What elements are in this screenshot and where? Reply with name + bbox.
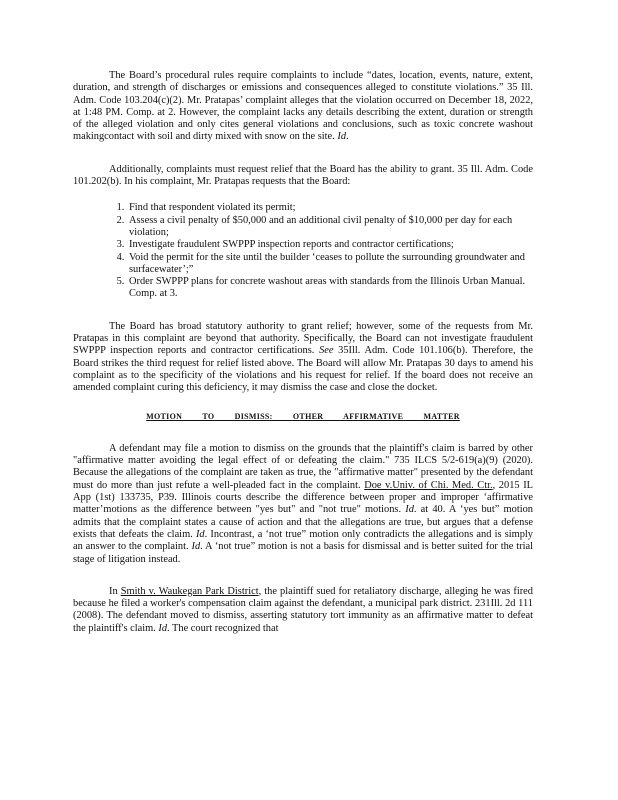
case-citation: Smith v. Waukegan Park District <box>120 585 259 597</box>
relief-list-item: 3. Investigate fraudulent SWPPP inspection reports and contractor certifications; <box>127 239 533 251</box>
paragraph-text: . Incontrast, a ‘not true” motion only contradicts the allegations and is simply an answer to the complaint. <box>73 528 533 553</box>
paragraph-text: The Board’s procedural rules require complaints to include “dates, location, events, nature, extent, duration, and strength of discharges or emissions and consequences alleged to constitute violations.” 35 Ill. Adm. Code 103.204(c)(2). Mr. Pratapas’ complaint alleges that the violation occurred on December 18, 2022, at 1:48 PM. Comp. at 2. However, the complaint lacks any details describing the extent, duration or strength of the alleged violation and only cites general violations and conclusions, such as toxic concrete washout makingcontact with soil and dirty mixed with snow on the site. <box>73 70 533 143</box>
paragraph-board-authority <box>73 321 533 395</box>
paragraph-text: , 2015 IL App (1st) 133735, P39. Illinois courts describe the difference between proper and improper ‘affirmative matter’motions as the difference between "yes but" and "not true" motions. <box>73 479 533 516</box>
paragraph-text: The Board has broad statutory authority to grant relief; however, some of the requests from Mr. Pratapas in this complaint are beyond that authority. Specifically, the Board can not investigate fraudulent SWPPP inspection reports and contractor certifications. <box>73 320 533 357</box>
paragraph-text: , the plaintiff sued for retaliatory discharge, alleging he was fired because he filed a worker's compensation claim against the defendant, a municipal park district. 231Ill. 2d 111 (2008). The defendant moved to dismiss, asserting statutory tort immunity as an affirmative matter to defeat the plaintiff's claim. <box>73 585 533 634</box>
paragraph-procedural-rules <box>73 70 533 144</box>
paragraph-smith-case <box>73 586 533 635</box>
relief-list-item: 2. Assess a civil penalty of $50,000 and an additional civil penalty of $10,000 per day for each violation; <box>127 215 533 240</box>
citation-see: See <box>319 345 334 357</box>
citation-id: Id <box>195 528 205 540</box>
relief-list-item: 1. Find that respondent violated its permit; <box>127 202 533 214</box>
citation-id: Id <box>337 131 347 143</box>
relief-list <box>73 202 533 300</box>
citation-id: Id <box>191 541 201 553</box>
paragraph-text: . A ‘not true” motion is not a basis for dismissal and is better suited for the trial stage of litigation instead. <box>73 541 534 565</box>
paragraph-text: . The court recognized that <box>167 622 279 634</box>
paragraph-motion-standard <box>73 443 533 566</box>
section-heading: MOTION TO DISMISS: OTHER AFFIRMATIVE MATTER <box>146 411 460 421</box>
relief-list-item: 4. Void the permit for the site until the builder ‘ceases to pollute the surrounding groundwater and surfacewater’;” <box>127 252 533 277</box>
paragraph-text: . <box>346 131 349 143</box>
paragraph-text: A defendant may file a motion to dismiss on the grounds that the plaintiff's claim is barred by other "affirmative matter avoiding the legal effect of or defeating the claim." 735 ILCS 5/2-619(a)(9) (2020). Because the allegations of the complaint are taken as true, the "affirmative matter" presented by the defendant must do more than just refute a well-pleaded fact in the complaint. <box>73 442 533 491</box>
citation-id: Id <box>158 622 168 634</box>
paragraph-relief-requests: Additionally, complaints must request relief that the Board has the ability to grant. 35 Ill. Adm. Code 101.202(b). In his complaint, Mr. Pratapas requests that the Board: <box>73 163 533 188</box>
document-body <box>73 70 533 635</box>
paragraph-text: 35Ill. Adm. Code 101.106(b). Therefore, the Board strikes the third request for relief listed above. The Board will allow Mr. Pratapas 30 days to amend his complaint as to the specificity of the violations and his request for relief. If the board does not receive an amended complaint curing this deficiency, it may dismiss the case and close the docket. <box>73 345 533 394</box>
paragraph-text: . at 40. A ‘yes but” motion admits that the complaint states a cause of action and that the allegations are true, but argues that a defense exists that defeats the claim. <box>73 504 533 540</box>
citation-id: Id <box>405 504 414 516</box>
relief-list-item: 5. Order SWPPP plans for concrete washout areas with standards from the Illinois Urban Manual. Comp. at 3. <box>127 276 533 301</box>
case-citation: Doe v.Univ. of Chi. Med. Ctr. <box>364 479 493 491</box>
paragraph-text: In <box>109 585 118 597</box>
